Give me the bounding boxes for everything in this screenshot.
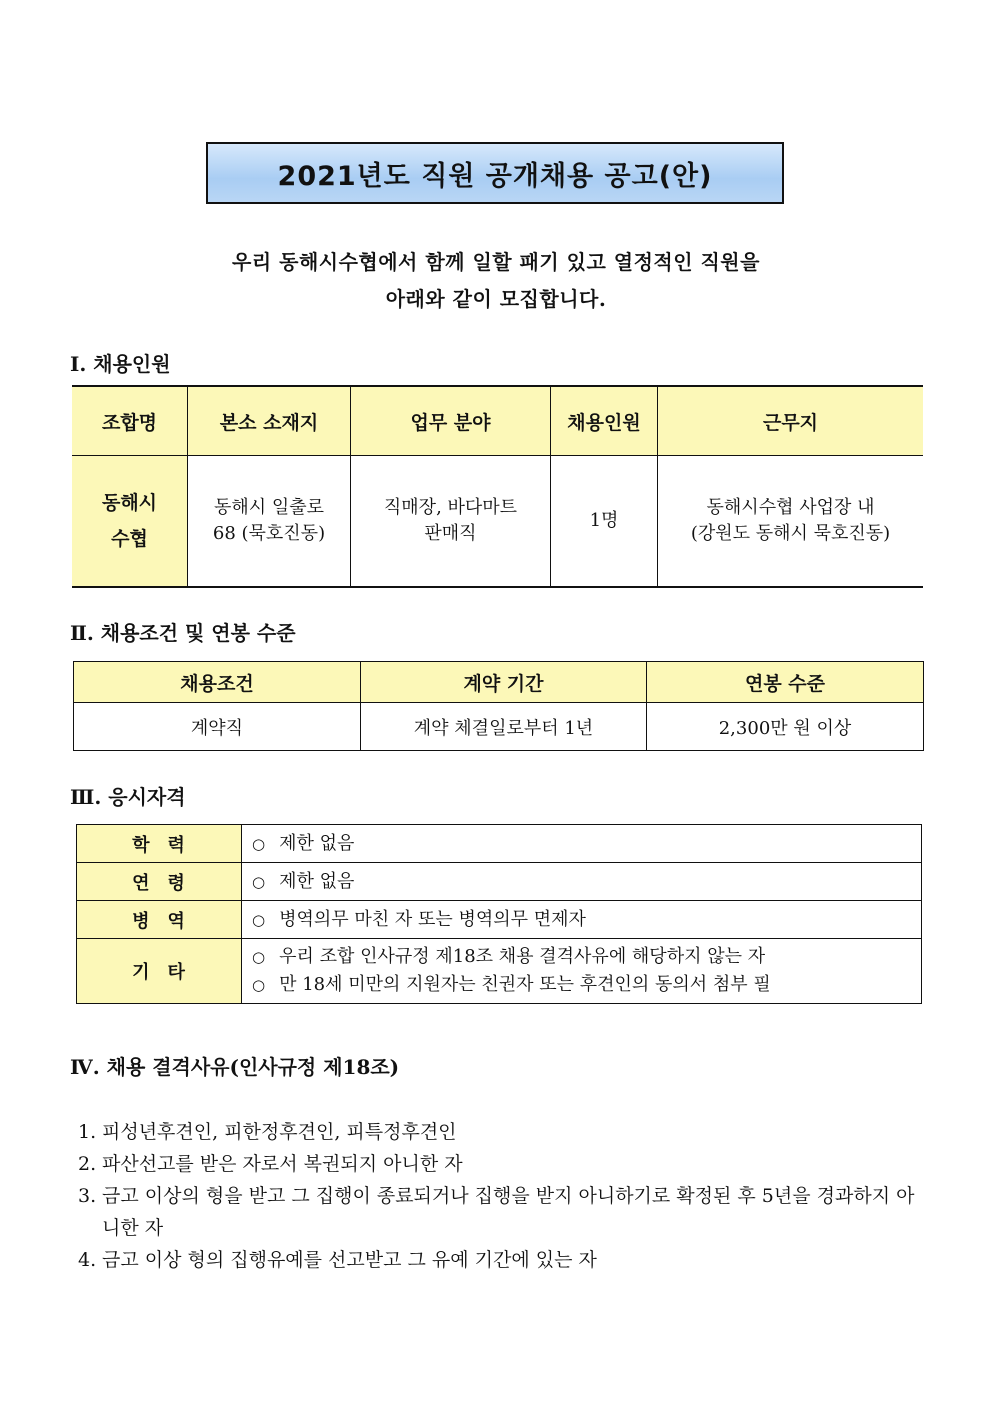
workplace-line-2: (강원도 동해시 묵호진동) (690, 523, 891, 544)
intro-line-2: 아래와 같이 모집합니다. (385, 287, 607, 311)
list-item (78, 1148, 928, 1180)
list-item-text: 파산선고를 받은 자로서 복권되지 아니한 자 (102, 1153, 463, 1175)
header-org: 조합명 (72, 386, 188, 456)
cell-workplace (658, 456, 924, 588)
intro-line-1: 우리 동해시수협에서 함께 일할 패기 있고 열정적인 직원을 (232, 250, 760, 274)
circle-bullet-icon: ○ (252, 948, 266, 966)
header-workplace: 근무지 (658, 386, 924, 456)
cell-address (188, 456, 351, 588)
header-field: 업무 분야 (351, 386, 551, 456)
cell-field (351, 456, 551, 588)
list-item-text: 금고 이상 형의 집행유예를 선고받고 그 유예 기간에 있는 자 (102, 1249, 597, 1271)
header-condition: 채용조건 (74, 662, 361, 703)
value-military (242, 901, 922, 939)
conditions-table-row (74, 703, 924, 751)
section-2-heading: Ⅱ. 채용조건 및 연봉 수준 (70, 621, 296, 645)
section-4-heading: Ⅳ. 채용 결격사유(인사규정 제18조) (70, 1055, 400, 1079)
cell-salary: 2,300만 원 이상 (647, 703, 924, 751)
conditions-table-header (74, 662, 924, 703)
recruitment-table-header (72, 386, 923, 456)
circle-bullet-icon: ○ (252, 872, 266, 891)
education-text: 제한 없음 (279, 832, 355, 854)
cell-org (72, 456, 188, 588)
other-text-2: 만 18세 미만의 지원자는 친권자 또는 후견인의 동의서 첨부 필 (279, 974, 771, 995)
section-1-heading: Ⅰ. 채용인원 (70, 352, 171, 376)
list-item (78, 1244, 928, 1276)
address-line-1: 동해시 일출로 (213, 497, 325, 518)
list-item-number: 1. (78, 1121, 97, 1143)
value-age (242, 863, 922, 901)
label-military: 병역 (77, 901, 242, 939)
org-line-1: 동해시 (101, 492, 158, 514)
workplace-line-1: 동해시수협 사업장 내 (706, 497, 875, 518)
list-item-text: 금고 이상의 형을 받고 그 집행이 종료되거나 집행을 받지 아니하기로 확정된 후 5년을 경과하지 아니한 자 (102, 1185, 915, 1239)
qualification-table (76, 824, 922, 1004)
age-text: 제한 없음 (279, 870, 355, 892)
header-address: 본소 소재지 (188, 386, 351, 456)
header-count: 채용인원 (551, 386, 658, 456)
field-line-2: 판매직 (424, 523, 477, 544)
cell-condition: 계약직 (74, 703, 361, 751)
disqualification-list (78, 1116, 928, 1276)
value-other (242, 939, 922, 1004)
circle-bullet-icon: ○ (252, 834, 266, 853)
label-age: 연령 (77, 863, 242, 901)
header-salary: 연봉 수준 (647, 662, 924, 703)
list-item-number: 3. (78, 1185, 97, 1207)
list-item-number: 2. (78, 1153, 97, 1175)
qualification-row-education (77, 825, 922, 863)
list-item (78, 1116, 928, 1148)
label-other: 기타 (77, 939, 242, 1004)
conditions-table (73, 661, 924, 751)
header-contract-period: 계약 기간 (361, 662, 647, 703)
recruitment-table-row (72, 456, 923, 588)
other-text-1: 우리 조합 인사규정 제18조 채용 결격사유에 해당하지 않는 자 (279, 946, 766, 967)
field-line-1: 직매장, 바다마트 (383, 497, 518, 518)
address-line-2: 68 (묵호진동) (212, 523, 326, 544)
circle-bullet-icon: ○ (252, 910, 266, 929)
section-3-heading: Ⅲ. 응시자격 (70, 785, 186, 809)
other-item-2 (252, 971, 920, 999)
list-item-number: 4. (78, 1249, 97, 1271)
value-education (242, 825, 922, 863)
list-item (78, 1180, 928, 1244)
other-item-1 (252, 943, 920, 971)
cell-count: 1명 (551, 456, 658, 588)
circle-bullet-icon: ○ (252, 976, 266, 994)
qualification-row-other (77, 939, 922, 1004)
label-education: 학력 (77, 825, 242, 863)
qualification-row-military (77, 901, 922, 939)
list-item-text: 피성년후견인, 피한정후견인, 피특정후견인 (102, 1121, 457, 1143)
org-line-2: 수협 (111, 528, 148, 550)
recruitment-table (72, 385, 923, 588)
cell-contract-period: 계약 체결일로부터 1년 (361, 703, 647, 751)
military-text: 병역의무 마친 자 또는 병역의무 면제자 (279, 908, 586, 930)
document-title: 2021년도 직원 공개채용 공고(안) (206, 142, 784, 204)
qualification-row-age (77, 863, 922, 901)
